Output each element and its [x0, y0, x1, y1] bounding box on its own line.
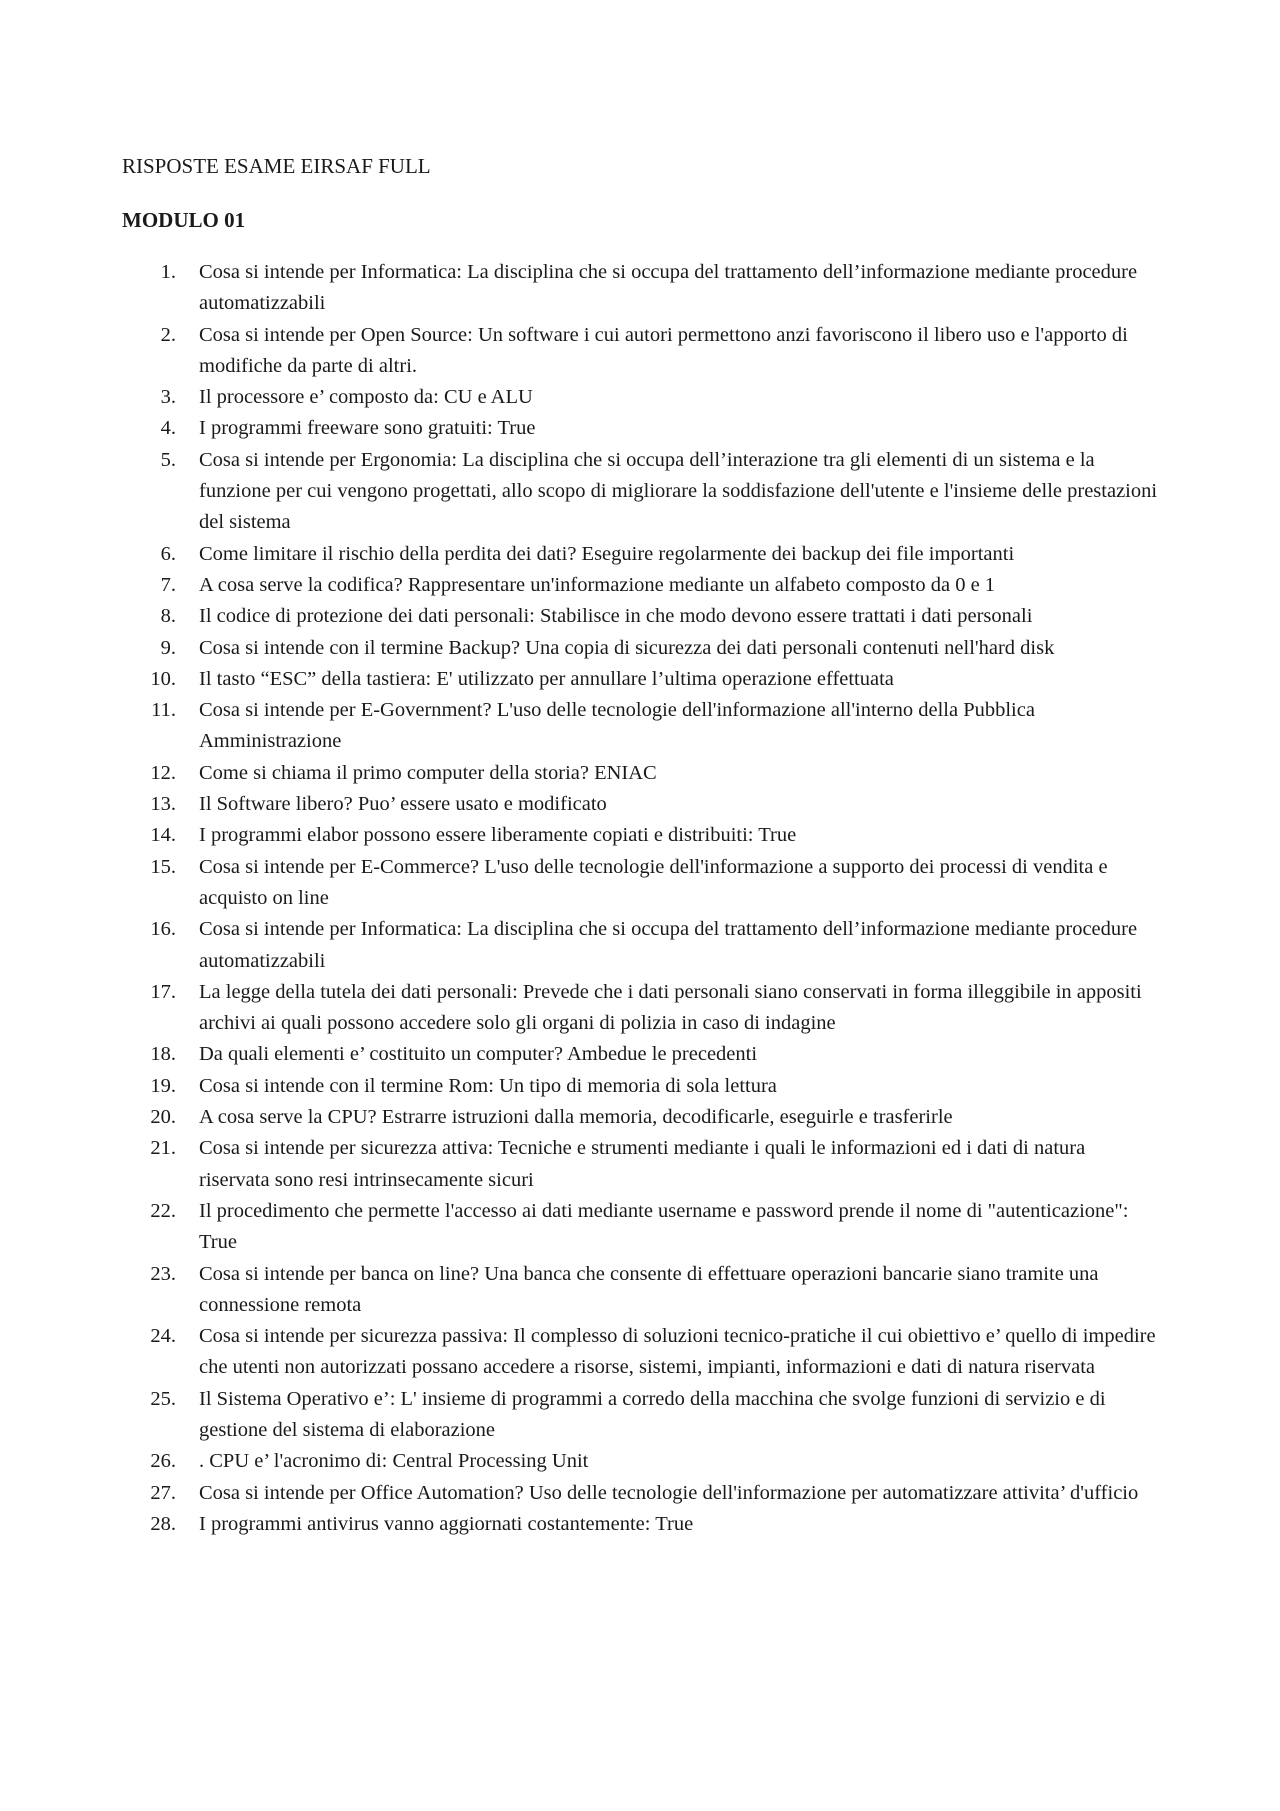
list-item-text: I programmi antivirus vanno aggiornati costantemente: True: [199, 1512, 694, 1535]
list-item-number: 2.: [160, 323, 176, 346]
list-item-number: 18.: [150, 1043, 176, 1066]
list-item: [0, 977, 1159, 1040]
list-item: [0, 1071, 1159, 1102]
list-item-number: 8.: [160, 605, 176, 628]
list-item: [0, 820, 1159, 851]
list-item: [0, 539, 1159, 570]
list-item: [0, 633, 1159, 664]
list-item-text: I programmi elabor possono essere liberamente copiati e distribuiti: True: [199, 824, 797, 847]
list-item-number: 11.: [151, 699, 176, 722]
list-item-text: . CPU e’ l'acronimo di: Central Processing Unit: [199, 1450, 589, 1473]
list-item-text: Cosa si intende per Ergonomia: La disciplina che si occupa dell’interazione tra gli elementi di un sistema e la funzione per cui vengono progettati, allo scopo di migliorare la soddisfazione dell'utente e l'insieme delle prestazioni del sistema: [199, 448, 1158, 534]
list-item-number: 16.: [150, 918, 176, 941]
list-item-text: Come limitare il rischio della perdita dei dati? Eseguire regolarmente dei backup dei file importanti: [199, 542, 1015, 565]
list-item-text: Il processore e’ composto da: CU e ALU: [199, 386, 533, 409]
list-item-text: A cosa serve la CPU? Estrarre istruzioni dalla memoria, decodificarle, eseguirle e trasferirle: [199, 1106, 953, 1129]
list-item-number: 23.: [150, 1262, 176, 1285]
list-item-text: Cosa si intende per Informatica: La disciplina che si occupa del trattamento dell’informazione mediante procedure automatizzabili: [199, 261, 1138, 315]
list-item-number: 26.: [150, 1450, 176, 1473]
document-title: RISPOSTE ESAME EIRSAF FULL: [122, 154, 431, 178]
list-item-number: 27.: [150, 1481, 176, 1504]
list-item-text: Il Software libero? Puo’ essere usato e modificato: [199, 793, 607, 816]
list-item-number: 6.: [160, 542, 176, 565]
list-item: [0, 914, 1159, 977]
list-item-number: 9.: [160, 636, 176, 659]
list-item: [0, 320, 1159, 383]
module-heading: MODULO 01: [122, 208, 246, 232]
list-item-text: Cosa si intende per Open Source: Un software i cui autori permettono anzi favoriscono il libero uso e l'apporto di modifiche da parte di altri.: [199, 323, 1128, 377]
list-item: [0, 445, 1159, 539]
list-item: [0, 1321, 1159, 1384]
list-item: [0, 413, 1159, 444]
list-item: [0, 1446, 1159, 1477]
list-item-number: 13.: [150, 793, 176, 816]
list-item: [0, 570, 1159, 601]
list-item-text: Cosa si intende per Office Automation? Uso delle tecnologie dell'informazione per automatizzare attivita’ d'ufficio: [199, 1481, 1139, 1504]
list-item-number: 24.: [150, 1325, 176, 1348]
list-item: [0, 664, 1159, 695]
list-item-number: 10.: [150, 667, 176, 690]
list-item-number: 7.: [160, 573, 176, 596]
list-item-text: I programmi freeware sono gratuiti: True: [199, 417, 536, 440]
list-item-number: 3.: [160, 386, 176, 409]
list-item: [0, 1509, 1159, 1540]
list-item-text: Cosa si intende con il termine Backup? Una copia di sicurezza dei dati personali contenuti nell'hard disk: [199, 636, 1055, 659]
list-item: [0, 1384, 1159, 1447]
list-item-number: 4.: [160, 417, 176, 440]
list-item-number: 20.: [150, 1106, 176, 1129]
list-item-number: 5.: [160, 448, 176, 471]
list-item-text: Cosa si intende per E-Commerce? L'uso delle tecnologie dell'informazione a supporto dei processi di vendita e acquisto on line: [199, 855, 1108, 909]
list-item-number: 1.: [160, 261, 176, 283]
list-item: [0, 257, 1159, 320]
list-item-text: Cosa si intende per sicurezza passiva: Il complesso di soluzioni tecnico-pratiche il cui obiettivo e’ quello di impedire che utenti non autorizzati possano accedere a risorse, sistemi, impianti, informazioni e dati di natura riservata: [199, 1325, 1156, 1379]
list-item-text: Cosa si intende con il termine Rom: Un tipo di memoria di sola lettura: [199, 1074, 777, 1097]
list-item-text: La legge della tutela dei dati personali: Prevede che i dati personali siano conservati in forma illeggibile in appositi archivi ai quali possono accedere solo gli organi di polizia in caso di indagine: [199, 980, 1142, 1035]
list-item: [0, 1133, 1159, 1196]
list-item: [0, 382, 1159, 413]
list-item-number: 21.: [150, 1137, 176, 1160]
list-item-text: A cosa serve la codifica? Rappresentare un'informazione mediante un alfabeto composto da 0 e 1: [199, 573, 996, 596]
list-item-text: Cosa si intende per banca on line? Una banca che consente di effettuare operazioni bancarie siano tramite una connessione remota: [199, 1262, 1099, 1316]
list-item: [0, 852, 1159, 915]
list-item: [0, 1196, 1159, 1259]
list-item: [0, 758, 1159, 789]
list-item-number: 22.: [150, 1199, 176, 1222]
list-item-number: 25.: [150, 1387, 176, 1410]
list-item-text: Il procedimento che permette l'accesso ai dati mediante username e password prende il nome di "autenticazione": True: [199, 1199, 1129, 1254]
list-item-text: Cosa si intende per E-Government? L'uso delle tecnologie dell'informazione all'interno della Pubblica Amministrazione: [199, 699, 1035, 753]
list-item: [0, 601, 1159, 632]
list-item: [0, 789, 1159, 820]
list-item-text: Da quali elementi e’ costituito un computer? Ambedue le precedenti: [199, 1043, 758, 1066]
answer-list: [0, 257, 1280, 1540]
list-item: [0, 1039, 1159, 1070]
list-item-number: 15.: [150, 855, 176, 878]
list-item-number: 28.: [150, 1512, 176, 1535]
list-item-text: Il tasto “ESC” della tastiera: E' utilizzato per annullare l’ultima operazione effettuata: [199, 667, 894, 690]
list-item-number: 19.: [150, 1074, 176, 1097]
list-item: [0, 1478, 1159, 1509]
list-item-text: Come si chiama il primo computer della storia? ENIAC: [199, 761, 657, 784]
list-item: [0, 1259, 1159, 1322]
list-item-number: 17.: [150, 980, 176, 1003]
list-item-text: Il Sistema Operativo e’: L' insieme di programmi a corredo della macchina che svolge funzioni di servizio e di gestione del sistema di elaborazione: [199, 1387, 1106, 1441]
list-item-number: 12.: [150, 761, 176, 784]
list-item-text: Cosa si intende per sicurezza attiva: Tecniche e strumenti mediante i quali le informazioni ed i dati di natura riservata sono resi intrinsecamente sicuri: [199, 1137, 1086, 1191]
list-item-text: Cosa si intende per Informatica: La disciplina che si occupa del trattamento dell’informazione mediante procedure automatizzabili: [199, 918, 1138, 972]
list-item-number: 14.: [150, 824, 176, 847]
list-item-text: Il codice di protezione dei dati personali: Stabilisce in che modo devono essere trattati i dati personali: [199, 605, 1033, 628]
list-item: [0, 1102, 1159, 1133]
list-item: [0, 695, 1159, 758]
